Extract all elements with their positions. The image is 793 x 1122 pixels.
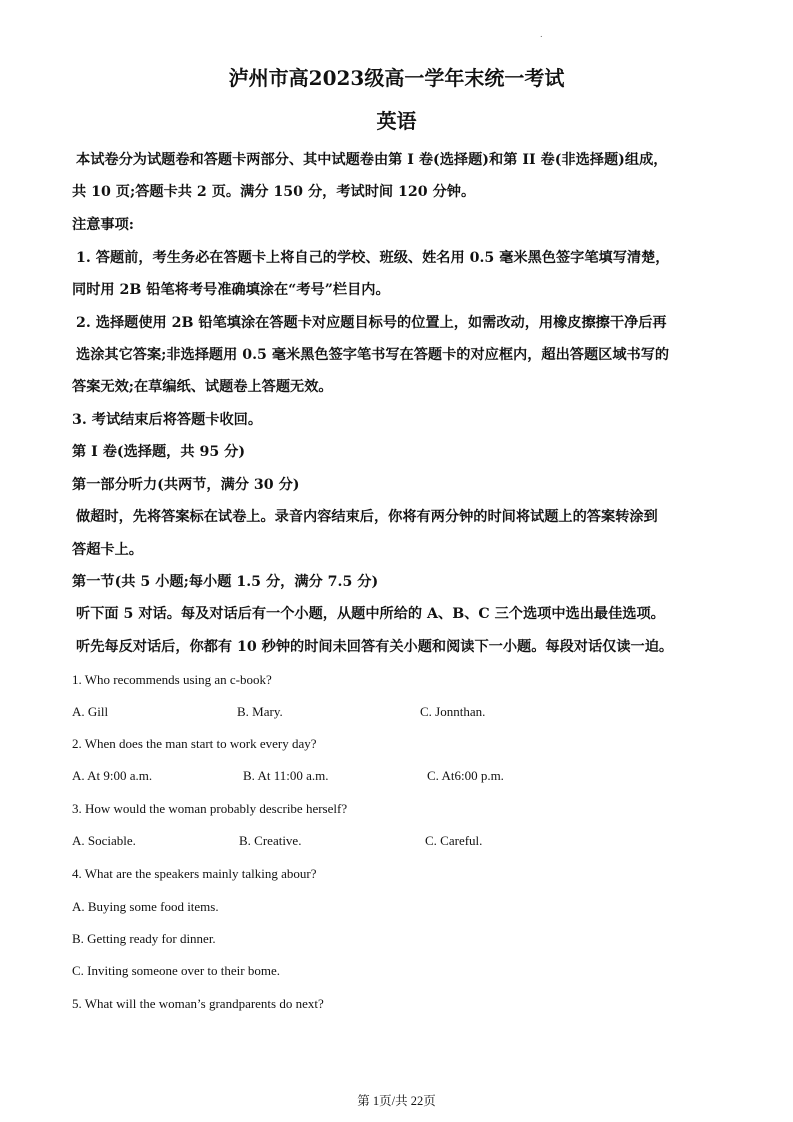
q3-option-b: B. Creative. — [239, 833, 302, 848]
listening-instr-b: 答超卡上。 — [72, 542, 143, 558]
q2-option-b: B. At 11:00 a.m. — [243, 768, 329, 783]
notice-1b: 同时用 2B 铅笔将考号准确填涂在“考号”栏目内。 — [72, 282, 390, 298]
notice-2b: 选涂其它答案;非选择题用 0.5 毫米黑色签字笔书写在答题卡的对应框内，超出答题区域书写的 — [76, 347, 670, 363]
subject-title: 英语 — [376, 109, 417, 133]
q1-option-c: C. Jonnthan. — [420, 704, 486, 719]
question-5: 5. What will the woman’s grandparents do next? — [72, 996, 324, 1011]
notice-title: 注意事项: — [72, 217, 134, 233]
question-2: 2. When does the man start to work every day? — [72, 736, 317, 751]
subsection-1-instr-b: 听先每反对话后，你都有 10 秒钟的时间未回答有关小题和阅读下一小题。每段对话仅读一迫。 — [76, 639, 674, 655]
notice-3: 3. 考试结束后将答题卡收回。 — [72, 412, 263, 428]
question-1: 1. Who recommends using an c-book? — [72, 672, 272, 687]
subsection-1-heading: 第一节(共 5 小题;每小题 1.5 分，满分 7.5 分) — [72, 574, 379, 590]
page-number: 第 1页/共 22页 — [357, 1094, 436, 1108]
question-3: 3. How would the woman probably describe herself? — [72, 801, 348, 816]
q2-option-a: A. At 9:00 a.m. — [72, 768, 153, 783]
q1-option-b: B. Mary. — [237, 704, 283, 719]
q2-option-c: C. At6:00 p.m. — [427, 768, 504, 783]
listening-instr-a: 做超时，先将答案标在试卷上。录音内容结束后，你将有两分钟的时间将试题上的答案转涂到 — [76, 509, 658, 525]
q3-option-a: A. Sociable. — [72, 833, 136, 848]
section-1-heading: 第一部分听力(共两节，满分 30 分) — [72, 477, 300, 493]
notice-2a: 2. 选择题使用 2B 铅笔填涂在答题卡对应题目标号的位置上，如需改动，用橡皮擦擦干净后再 — [76, 315, 667, 331]
q1-option-a: A. Gill — [72, 704, 109, 719]
scan-dot: . — [540, 30, 543, 39]
intro-line-2: 共 10 页;答题卡共 2 页。满分 150 分，考试时间 120 分钟。 — [72, 184, 476, 200]
subsection-1-instr-a: 听下面 5 对话。每及对话后有一个小题，从题中所给的 A、B、C 三个选项中选出最佳选项。 — [76, 606, 665, 622]
notice-1a: 1. 答题前，考生务必在答题卡上将自己的学校、班级、姓名用 0.5 毫米黑色签字笔填写清楚， — [76, 250, 670, 266]
question-4: 4. What are the speakers mainly talking abour? — [72, 866, 317, 881]
q4-option-b: B. Getting ready for dinner. — [72, 931, 216, 946]
q4-option-a: A. Buying some food items. — [72, 899, 219, 914]
intro-line-1: 本试卷分为试题卷和答题卡两部分、其中试题卷由第 I 卷(选择题)和第 II 卷(非选择题)组成， — [76, 152, 668, 168]
part-i-heading: 第 I 卷(选择题，共 95 分) — [72, 444, 246, 460]
exam-title: 泸州市高2023级高一学年末统一考试 — [228, 66, 565, 90]
q4-option-c: C. Inviting someone over to their bome. — [72, 963, 280, 978]
notice-2c: 答案无效;在草编纸、试题卷上答题无效。 — [72, 379, 333, 395]
q3-option-c: C. Careful. — [425, 833, 483, 848]
